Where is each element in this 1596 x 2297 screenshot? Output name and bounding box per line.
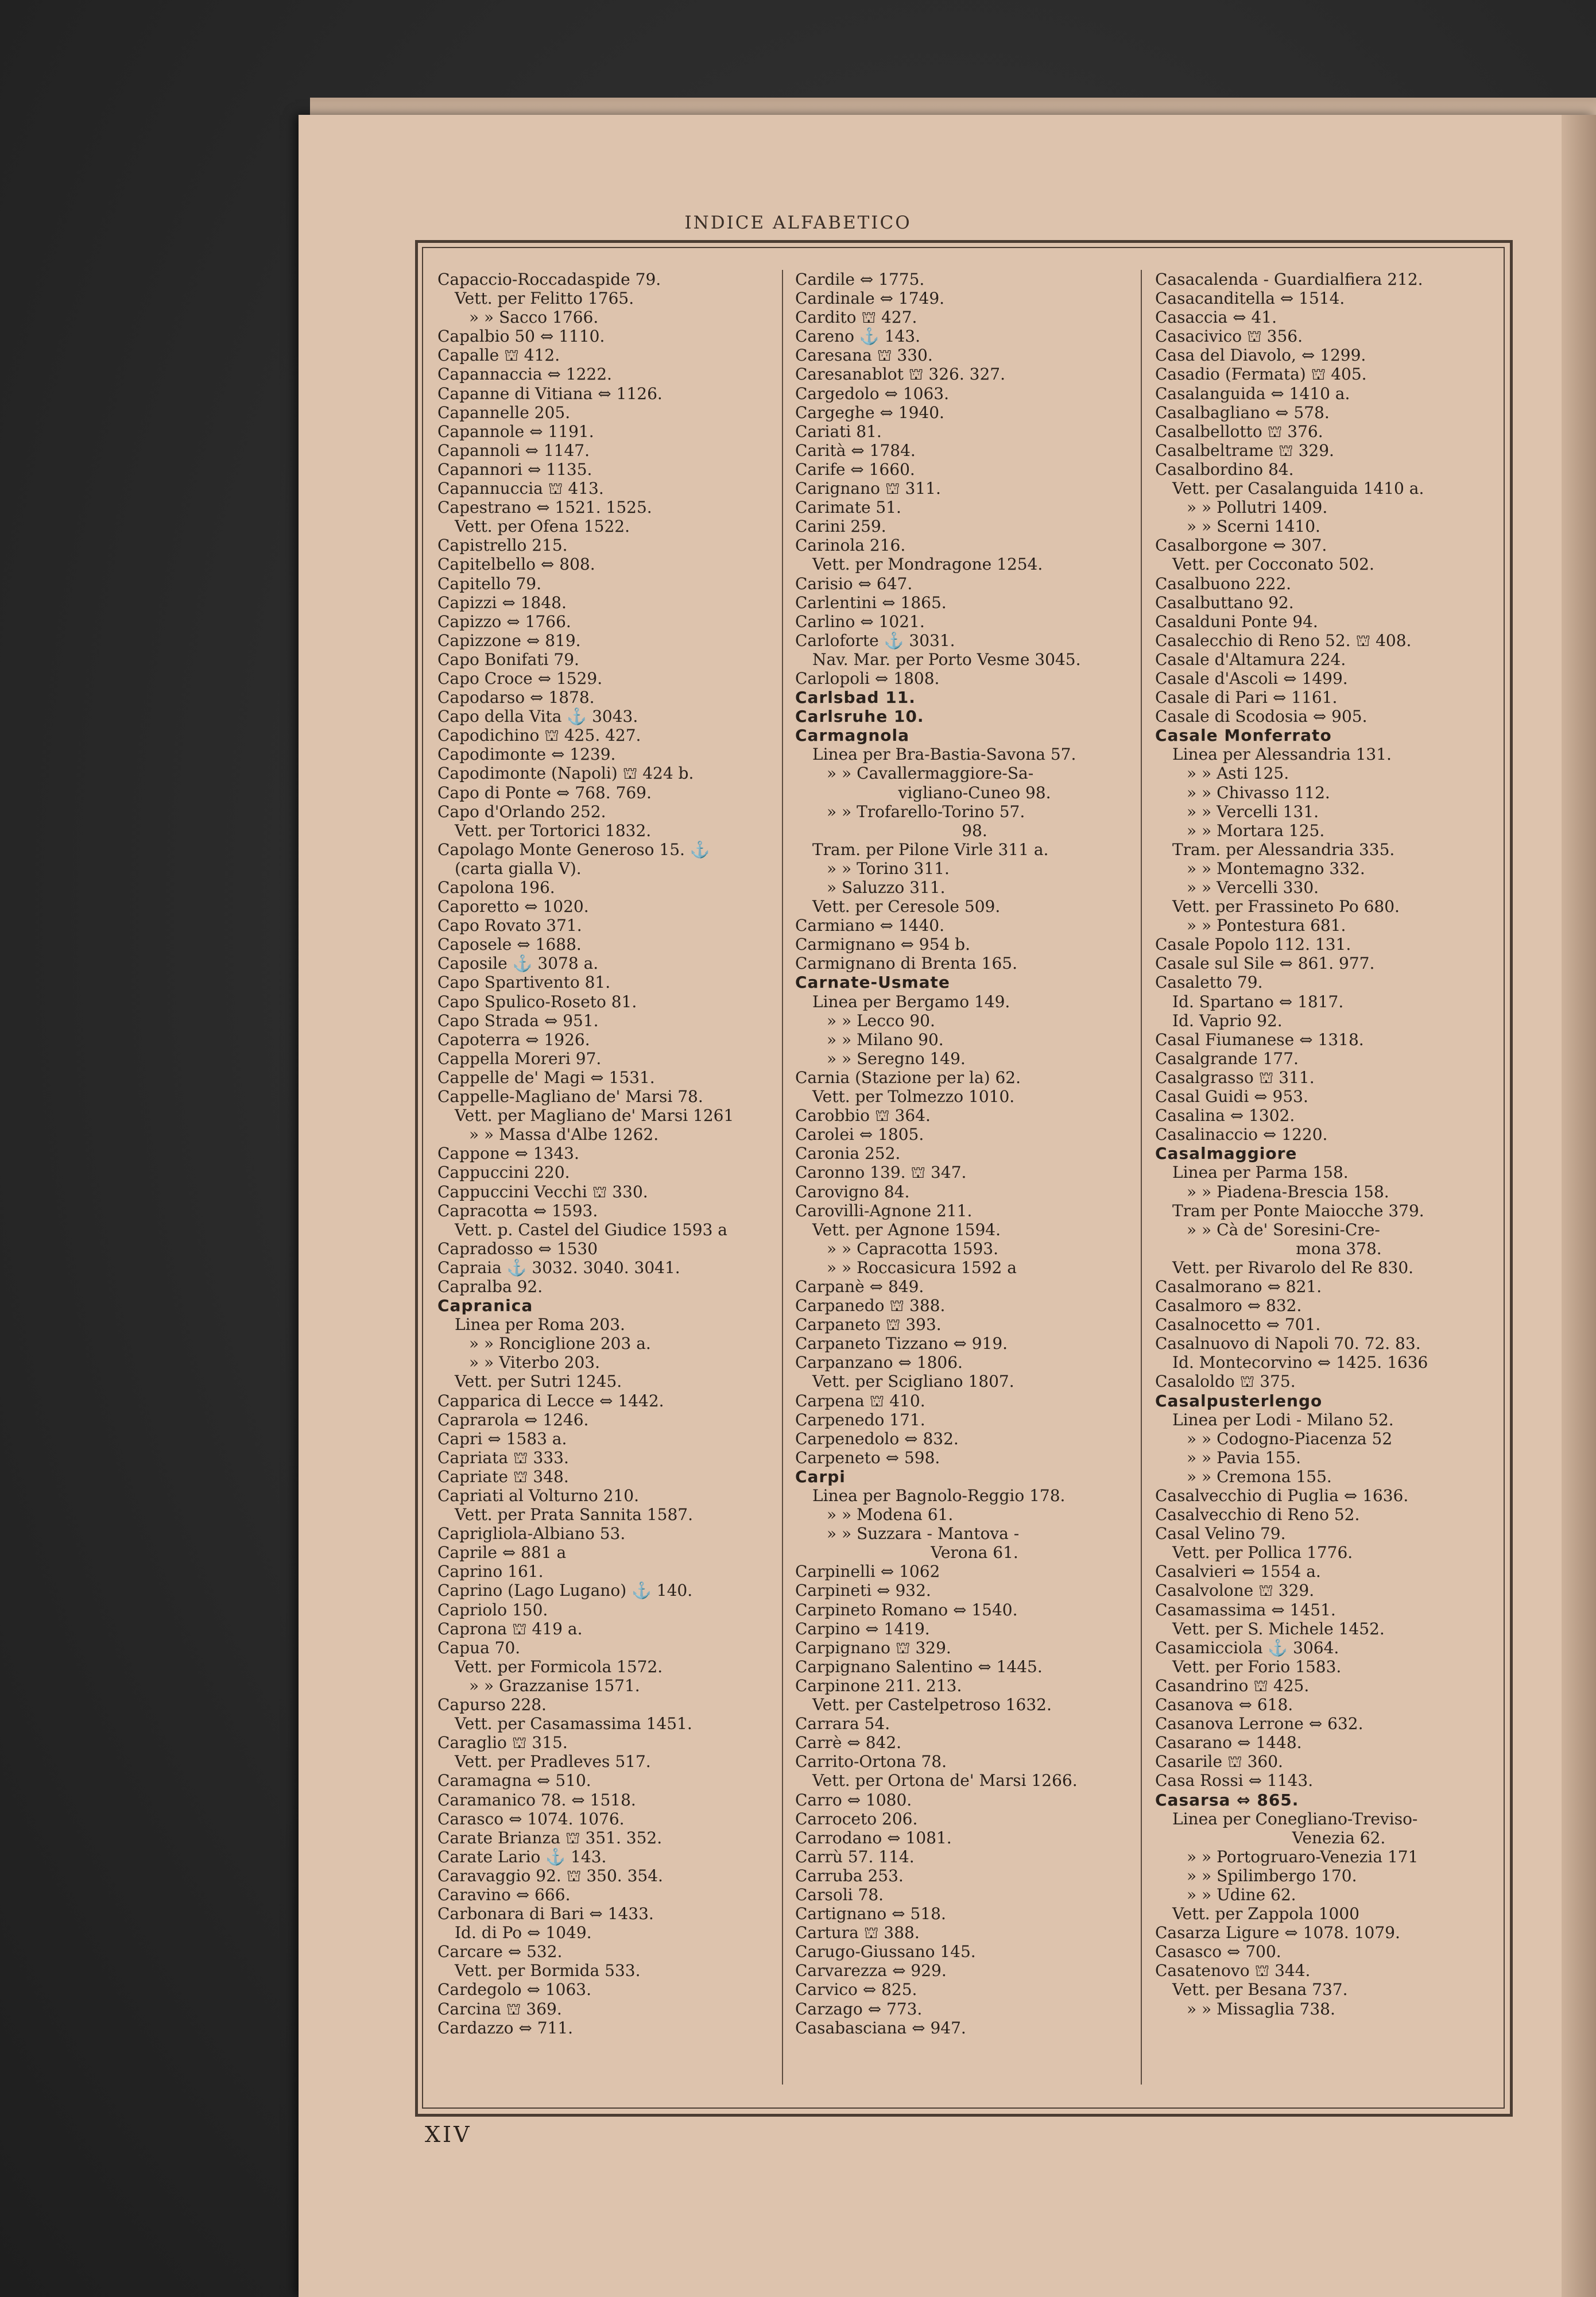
index-entry: Casanova Lerrone ⇔ 632.: [1155, 1714, 1363, 1734]
index-entry: Careno ⚓ 143.: [795, 327, 920, 346]
index-entry: Vett. per Pollica 1776.: [1172, 1543, 1353, 1563]
index-entry: Capua 70.: [437, 1638, 521, 1657]
index-entry: Capparica di Lecce ⇔ 1442.: [437, 1391, 664, 1410]
index-entry: Cardazzo ⇔ 711.: [437, 2018, 574, 2037]
index-entry: Casalvecchio di Puglia ⇔ 1636.: [1155, 1486, 1409, 1505]
index-entry: Vett. per Agnone 1594.: [812, 1220, 1001, 1239]
index-entry: Carmiano ⇔ 1440.: [795, 916, 945, 935]
index-entry: Casatenovo ⛫ 344.: [1155, 1961, 1311, 1981]
index-entry: Id. Vaprio 92.: [1172, 1011, 1283, 1030]
index-entry: Vett. per Tolmezzo 1010.: [812, 1087, 1015, 1107]
index-entry: » » Spilimbergo 170.: [1187, 1866, 1357, 1885]
index-entry: Capriati al Volturno 210.: [437, 1486, 639, 1505]
index-entry: » » Pavia 155.: [1187, 1448, 1301, 1467]
index-entry: Caramanico 78. ⇔ 1518.: [437, 1790, 636, 1809]
index-entry: Vett. per Bormida 533.: [455, 1961, 641, 1981]
index-entry: Carpinelli ⇔ 1062: [795, 1562, 940, 1581]
index-entry: Vett. per Casalanguida 1410 a.: [1172, 479, 1424, 498]
index-entry: Capoterra ⇔ 1926.: [437, 1030, 590, 1049]
index-entry: Cardito ⛫ 427.: [795, 308, 917, 327]
index-entry: Tram per Ponte Maiocche 379.: [1172, 1201, 1424, 1220]
index-entry: » » Capracotta 1593.: [827, 1239, 998, 1258]
index-entry: Cargedolo ⇔ 1063.: [795, 384, 950, 403]
index-entry: Carnate-Usmate: [795, 973, 950, 992]
index-entry: » » Pollutri 1409.: [1187, 498, 1328, 517]
index-entry: Cappuccini 220.: [437, 1163, 570, 1182]
index-entry: Carpignano ⛫ 329.: [795, 1638, 951, 1657]
index-entry: Caporetto ⇔ 1020.: [437, 897, 589, 917]
index-entry: Tram. per Pilone Virle 311 a.: [812, 840, 1049, 859]
index-entry: Carpena ⛫ 410.: [795, 1391, 925, 1410]
index-entry: Id. Spartano ⇔ 1817.: [1172, 992, 1344, 1011]
index-column-2: [795, 270, 1131, 2085]
index-entry: Casabasciana ⇔ 947.: [795, 2018, 966, 2037]
index-entry: Caresana ⛫ 330.: [795, 346, 933, 365]
index-entry: Capistrello 215.: [437, 536, 568, 555]
index-entry: Cappelle-Magliano de' Marsi 78.: [437, 1087, 703, 1107]
index-entry: Vett. per S. Michele 1452.: [1172, 1619, 1385, 1638]
index-entry: Id. Montecorvino ⇔ 1425. 1636: [1172, 1353, 1428, 1372]
index-entry: Venezia 62.: [1292, 1828, 1386, 1847]
index-entry: » » Scerni 1410.: [1187, 517, 1320, 536]
index-entry: Capannuccia ⛫ 413.: [437, 479, 604, 498]
index-entry: Casanova ⇔ 618.: [1155, 1695, 1293, 1715]
index-entry: Carruba 253.: [795, 1866, 904, 1885]
index-entry: Vett. per Besana 737.: [1172, 1980, 1348, 2000]
index-entry: Carpeneto ⇔ 598.: [795, 1448, 940, 1467]
index-entry: Capalle ⛫ 412.: [437, 346, 560, 365]
index-column-3: [1155, 270, 1500, 2085]
index-entry: Capodarso ⇔ 1878.: [437, 688, 595, 707]
page-spine: [1562, 115, 1596, 2297]
index-entry: Linea per Alessandria 131.: [1172, 745, 1392, 764]
index-entry: Vett. per Tortorici 1832.: [455, 821, 652, 840]
index-entry: Carpino ⇔ 1419.: [795, 1619, 930, 1638]
index-entry: Casalborgone ⇔ 307.: [1155, 536, 1327, 555]
index-entry: Verona 61.: [931, 1543, 1018, 1563]
index-entry: Carasco ⇔ 1074. 1076.: [437, 1809, 625, 1828]
index-entry: » » Asti 125.: [1187, 764, 1289, 783]
index-entry: Casalina ⇔ 1302.: [1155, 1106, 1295, 1126]
index-entry: Capriolo 150.: [437, 1600, 548, 1619]
index-entry: Capizzo ⇔ 1766.: [437, 612, 571, 631]
index-entry: Carpineti ⇔ 932.: [795, 1581, 931, 1600]
column-divider-1: [782, 270, 783, 2085]
index-entry: Carrù 57. 114.: [795, 1847, 915, 1866]
index-entry: Capizzi ⇔ 1848.: [437, 593, 567, 612]
index-entry: Casalvieri ⇔ 1554 a.: [1155, 1562, 1321, 1581]
index-entry: Vett. per Ofena 1522.: [455, 517, 630, 536]
index-entry: Casadio (Fermata) ⛫ 405.: [1155, 365, 1367, 384]
index-entry: » » Sacco 1766.: [469, 308, 599, 327]
index-entry: Carpenedolo ⇔ 832.: [795, 1429, 959, 1448]
index-entry: Carimate 51.: [795, 498, 901, 517]
index-entry: Carro ⇔ 1080.: [795, 1790, 912, 1809]
index-entry: Capannole ⇔ 1191.: [437, 421, 594, 441]
index-entry: Linea per Parma 158.: [1172, 1163, 1349, 1182]
index-entry: Vett. per Magliano de' Marsi 1261: [455, 1106, 734, 1126]
index-entry: Capalbio 50 ⇔ 1110.: [437, 327, 605, 346]
index-entry: Carrito-Ortona 78.: [795, 1752, 947, 1772]
index-entry: Casacalenda - Guardialfiera 212.: [1155, 270, 1423, 289]
index-entry: Linea per Roma 203.: [455, 1315, 625, 1335]
index-entry: Linea per Bagnolo-Reggio 178.: [812, 1486, 1066, 1505]
index-entry: Capralba 92.: [437, 1277, 543, 1296]
index-entry: Casalbordino 84.: [1155, 459, 1294, 479]
index-entry: Caravaggio 92. ⛫ 350. 354.: [437, 1866, 663, 1885]
index-entry: Casarza Ligure ⇔ 1078. 1079.: [1155, 1923, 1400, 1943]
index-entry: Casaletto 79.: [1155, 973, 1263, 992]
index-entry: » » Viterbo 203.: [469, 1353, 600, 1372]
index-entry: Caprona ⛫ 419 a.: [437, 1619, 583, 1638]
index-entry: Carrè ⇔ 842.: [795, 1733, 902, 1753]
index-entry: Carbonara di Bari ⇔ 1433.: [437, 1904, 654, 1924]
index-entry: Carlino ⇔ 1021.: [795, 612, 925, 631]
index-entry: » » Lecco 90.: [827, 1011, 935, 1030]
index-entry: Casale di Scodosia ⇔ 905.: [1155, 707, 1368, 726]
index-entry: Vett. per Frassineto Po 680.: [1172, 897, 1400, 917]
index-entry: Casalbeltrame ⛫ 329.: [1155, 440, 1334, 460]
index-entry: Carroceto 206.: [795, 1809, 918, 1828]
index-entry: Casalecchio di Reno 52. ⛫ 408.: [1155, 631, 1412, 650]
index-entry: Caraglio ⛫ 315.: [437, 1733, 568, 1753]
index-entry: Casalduni Ponte 94.: [1155, 612, 1318, 631]
index-entry: Capitello 79.: [437, 574, 542, 593]
index-entry: Carmagnola: [795, 726, 910, 745]
index-entry: Vett. per Cocconato 502.: [1172, 555, 1374, 574]
index-entry: Linea per Bergamo 149.: [812, 992, 1010, 1011]
index-entry: » » Torino 311.: [827, 859, 950, 878]
index-entry: Cartura ⛫ 388.: [795, 1923, 920, 1943]
index-entry: Carate Lario ⚓ 143.: [437, 1847, 607, 1866]
index-entry: Capolona 196.: [437, 878, 555, 897]
index-entry: » » Seregno 149.: [827, 1049, 966, 1068]
index-entry: Carcare ⇔ 532.: [437, 1942, 563, 1962]
index-entry: Carisio ⇔ 647.: [795, 574, 913, 593]
index-entry: Capriate ⛫ 348.: [437, 1467, 569, 1486]
index-entry: » » Udine 62.: [1187, 1885, 1296, 1904]
index-entry: » » Montemagno 332.: [1187, 859, 1365, 878]
index-entry: Capitelbello ⇔ 808.: [437, 555, 595, 574]
index-entry: Caprino (Lago Lugano) ⚓ 140.: [437, 1581, 693, 1600]
index-entry: Linea per Bra-Bastia-Savona 57.: [812, 745, 1076, 764]
index-entry: Casalinaccio ⇔ 1220.: [1155, 1125, 1328, 1144]
index-entry: » » Mortara 125.: [1187, 821, 1325, 840]
index-entry: Vett. per Zappola 1000: [1172, 1904, 1359, 1924]
index-entry: Carpanè ⇔ 849.: [795, 1277, 924, 1296]
index-entry: Vett. per Formicola 1572.: [455, 1657, 663, 1676]
index-entry: Capannoli ⇔ 1147.: [437, 440, 590, 460]
index-entry: Carinola 216.: [795, 536, 906, 555]
index-entry: Casalanguida ⇔ 1410 a.: [1155, 384, 1350, 403]
page-header: INDICE ALFABETICO: [684, 212, 912, 233]
index-entry: Casalpusterlengo: [1155, 1391, 1323, 1410]
index-entry: Casalbuttano 92.: [1155, 593, 1294, 612]
index-entry: Carpanzano ⇔ 1806.: [795, 1353, 963, 1372]
index-entry: Vett. per Casamassima 1451.: [455, 1714, 692, 1734]
index-entry: Capo Rovato 371.: [437, 916, 582, 935]
index-entry: Carignano ⛫ 311.: [795, 479, 941, 498]
index-entry: Casalgrasso ⛫ 311.: [1155, 1068, 1315, 1087]
index-entry: Capo Croce ⇔ 1529.: [437, 668, 603, 688]
index-entry: Carovilli-Agnone 211.: [795, 1201, 973, 1220]
index-entry: » » Grazzanise 1571.: [469, 1676, 640, 1695]
index-entry: Casalbuono 222.: [1155, 574, 1292, 593]
index-entry: Carpineto Romano ⇔ 1540.: [795, 1600, 1018, 1619]
index-column-1: [437, 270, 776, 2085]
index-entry: Capaccio-Roccadaspide 79.: [437, 270, 661, 289]
index-entry: Carlsbad 11.: [795, 688, 916, 707]
index-entry: Casa del Diavolo, ⇔ 1299.: [1155, 346, 1366, 365]
index-entry: Nav. Mar. per Porto Vesme 3045.: [812, 649, 1081, 669]
index-entry: Capraia ⚓ 3032. 3040. 3041.: [437, 1258, 680, 1277]
index-entry: Capriata ⛫ 333.: [437, 1448, 569, 1467]
index-entry: Cardile ⇔ 1775.: [795, 270, 925, 289]
index-entry: Linea per Lodi - Milano 52.: [1172, 1410, 1394, 1429]
index-entry: » » Cremona 155.: [1187, 1467, 1332, 1486]
index-entry: Carpaneto ⛫ 393.: [795, 1315, 942, 1335]
index-entry: » » Ronciglione 203 a.: [469, 1334, 651, 1354]
index-entry: Vett. per Prata Sannita 1587.: [455, 1505, 693, 1525]
index-entry: Casale Popolo 112. 131.: [1155, 935, 1351, 954]
index-entry: Tram. per Alessandria 335.: [1172, 840, 1395, 859]
index-entry: Casalvecchio di Reno 52.: [1155, 1505, 1360, 1525]
index-entry: Caprigliola-Albiano 53.: [437, 1524, 626, 1544]
index-entry: Cappella Moreri 97.: [437, 1049, 602, 1068]
index-entry: » » Suzzara - Mantova -: [827, 1524, 1020, 1544]
index-entry: Caposile ⚓ 3078 a.: [437, 954, 599, 973]
index-entry: Capranica: [437, 1296, 533, 1316]
index-entry: Capannori ⇔ 1135.: [437, 459, 592, 479]
index-entry: Casamicciola ⚓ 3064.: [1155, 1638, 1339, 1657]
index-entry: Casalmoro ⇔ 832.: [1155, 1296, 1302, 1316]
index-entry: Carmignano di Brenta 165.: [795, 954, 1017, 973]
index-entry: Carsoli 78.: [795, 1885, 884, 1904]
index-entry: Casalgrande 177.: [1155, 1049, 1299, 1068]
index-entry: Carovigno 84.: [795, 1182, 910, 1201]
index-entry: » » Trofarello-Torino 57.: [827, 802, 1025, 821]
index-entry: Vett. per Rivarolo del Re 830.: [1172, 1258, 1414, 1277]
index-entry: Caprile ⇔ 881 a: [437, 1543, 567, 1563]
index-entry: Carzago ⇔ 773.: [795, 1999, 923, 2018]
index-entry: vigliano-Cuneo 98.: [898, 783, 1051, 802]
index-entry: Carpinone 211. 213.: [795, 1676, 962, 1695]
index-entry: Capodimonte (Napoli) ⛫ 424 b.: [437, 764, 694, 783]
index-entry: Casaloldo ⛫ 375.: [1155, 1372, 1296, 1391]
index-entry: Vett. p. Castel del Giudice 1593 a: [455, 1220, 728, 1239]
index-entry: Casasco ⇔ 700.: [1155, 1942, 1281, 1962]
index-entry: » » Vercelli 330.: [1187, 878, 1319, 897]
index-entry: Caresanablot ⛫ 326. 327.: [795, 365, 1005, 384]
index-entry: (carta gialla V).: [455, 859, 582, 878]
index-entry: Casa Rossi ⇔ 1143.: [1155, 1771, 1314, 1791]
index-entry: » » Chivasso 112.: [1187, 783, 1330, 802]
index-entry: Carnia (Stazione per la) 62.: [795, 1068, 1021, 1087]
index-entry: Carvarezza ⇔ 929.: [795, 1961, 947, 1981]
index-entry: Capo Strada ⇔ 951.: [437, 1011, 599, 1030]
index-entry: » » Roccasicura 1592 a: [827, 1258, 1017, 1277]
index-entry: Carità ⇔ 1784.: [795, 440, 916, 460]
index-entry: Capannelle 205.: [437, 403, 571, 422]
index-entry: Capodichino ⛫ 425. 427.: [437, 726, 641, 745]
index-entry: Casalnuovo di Napoli 70. 72. 83.: [1155, 1334, 1421, 1354]
index-entry: » » Codogno-Piacenza 52: [1187, 1429, 1393, 1448]
index-entry: Casalbellotto ⛫ 376.: [1155, 421, 1323, 441]
index-entry: Casale d'Altamura 224.: [1155, 649, 1346, 669]
index-entry: Capannaccia ⇔ 1222.: [437, 365, 612, 384]
index-entry: Vett. per Sutri 1245.: [455, 1372, 622, 1391]
index-entry: Cargeghe ⇔ 1940.: [795, 403, 944, 422]
index-entry: Casal Velino 79.: [1155, 1524, 1286, 1544]
index-entry: » » Cà de' Soresini-Cre-: [1187, 1220, 1380, 1239]
index-entry: Cappelle de' Magi ⇔ 1531.: [437, 1068, 655, 1087]
index-entry: Casalmaggiore: [1155, 1144, 1297, 1163]
index-entry: mona 378.: [1296, 1239, 1382, 1258]
index-entry: Caronia 252.: [795, 1144, 901, 1163]
index-entry: Carlopoli ⇔ 1808.: [795, 668, 940, 688]
index-entry: » » Missaglia 738.: [1187, 1999, 1335, 2018]
index-entry: Casamassima ⇔ 1451.: [1155, 1600, 1336, 1619]
index-entry: Casalnocetto ⇔ 701.: [1155, 1315, 1321, 1335]
index-entry: Vett. per Castelpetroso 1632.: [812, 1695, 1052, 1715]
index-entry: Casal Guidi ⇔ 953.: [1155, 1087, 1308, 1107]
index-entry: Vett. per Ortona de' Marsi 1266.: [812, 1771, 1078, 1791]
index-entry: Casale Monferrato: [1155, 726, 1332, 745]
index-entry: Carpignano Salentino ⇔ 1445.: [795, 1657, 1043, 1676]
index-entry: Caprarola ⇔ 1246.: [437, 1410, 589, 1429]
index-entry: Capradosso ⇔ 1530: [437, 1239, 598, 1258]
page-number: XIV: [425, 2122, 472, 2147]
index-entry: Capo d'Orlando 252.: [437, 802, 606, 821]
index-entry: » » Massa d'Albe 1262.: [469, 1125, 659, 1144]
index-entry: Casarile ⛫ 360.: [1155, 1752, 1283, 1772]
index-entry: Caravino ⇔ 666.: [437, 1885, 571, 1904]
index-entry: Cappone ⇔ 1343.: [437, 1144, 579, 1163]
index-entry: Id. di Po ⇔ 1049.: [455, 1923, 592, 1943]
index-entry: Capo di Ponte ⇔ 768. 769.: [437, 783, 652, 802]
column-divider-2: [1141, 270, 1142, 2085]
index-entry: Cardegolo ⇔ 1063.: [437, 1980, 592, 2000]
index-entry: Casarano ⇔ 1448.: [1155, 1733, 1302, 1753]
index-entry: Carpanedo ⛫ 388.: [795, 1296, 946, 1316]
index-entry: Cardinale ⇔ 1749.: [795, 289, 945, 308]
index-entry: Carlentini ⇔ 1865.: [795, 593, 947, 612]
index-entry: Carlsruhe 10.: [795, 707, 924, 726]
index-entry: Vett. per Forio 1583.: [1172, 1657, 1342, 1676]
index-entry: Casarsa ⇔ 865.: [1155, 1790, 1299, 1809]
index-entry: Casale d'Ascoli ⇔ 1499.: [1155, 668, 1348, 688]
index-entry: Capolago Monte Generoso 15. ⚓: [437, 840, 710, 859]
index-entry: Capracotta ⇔ 1593.: [437, 1201, 598, 1220]
index-entry: Casal Fiumanese ⇔ 1318.: [1155, 1030, 1364, 1049]
index-entry: Casale di Pari ⇔ 1161.: [1155, 688, 1338, 707]
index-entry: Carmignano ⇔ 954 b.: [795, 935, 970, 954]
index-entry: Carobbio ⛫ 364.: [795, 1106, 931, 1126]
index-entry: Capo Spulico-Roseto 81.: [437, 992, 637, 1011]
index-entry: Caprino 161.: [437, 1562, 544, 1581]
index-entry: Vett. per Ceresole 509.: [812, 897, 1001, 917]
index-entry: » » Milano 90.: [827, 1030, 944, 1049]
index-entry: Caronno 139. ⛫ 347.: [795, 1163, 967, 1182]
index-entry: Casaccia ⇔ 41.: [1155, 308, 1277, 327]
index-entry: Carini 259.: [795, 517, 886, 536]
index-entry: Vett. per Felitto 1765.: [455, 289, 634, 308]
index-entry: Casandrino ⛫ 425.: [1155, 1676, 1310, 1695]
index-entry: » » Modena 61.: [827, 1505, 954, 1525]
index-entry: Carife ⇔ 1660.: [795, 459, 915, 479]
index-entry: Carpenedo 171.: [795, 1410, 925, 1429]
index-entry: Capodimonte ⇔ 1239.: [437, 745, 616, 764]
index-entry: Casalbagliano ⇔ 578.: [1155, 403, 1330, 422]
index-entry: Vett. per Pradleves 517.: [455, 1752, 651, 1772]
index-entry: Caposele ⇔ 1688.: [437, 935, 582, 954]
index-entry: Casalvolone ⛫ 329.: [1155, 1581, 1315, 1600]
index-entry: Carolei ⇔ 1805.: [795, 1125, 924, 1144]
index-entry: Carcina ⛫ 369.: [437, 1999, 562, 2018]
index-entry: Caramagna ⇔ 510.: [437, 1771, 591, 1791]
index-entry: » » Cavallermaggiore-Sa-: [827, 764, 1034, 783]
index-entry: Capo della Vita ⚓ 3043.: [437, 707, 638, 726]
index-entry: Vett. per Mondragone 1254.: [812, 555, 1043, 574]
index-entry: Casalmorano ⇔ 821.: [1155, 1277, 1322, 1296]
index-entry: » » Pontestura 681.: [1187, 916, 1346, 935]
index-entry: Cappuccini Vecchi ⛫ 330.: [437, 1182, 648, 1201]
index-entry: Carvico ⇔ 825.: [795, 1980, 917, 2000]
index-entry: Cariati 81.: [795, 421, 882, 441]
index-entry: Capri ⇔ 1583 a.: [437, 1429, 567, 1448]
index-entry: » Saluzzo 311.: [827, 878, 946, 897]
index-entry: Capestrano ⇔ 1521. 1525.: [437, 498, 652, 517]
index-entry: Capanne di Vitiana ⇔ 1126.: [437, 384, 663, 403]
index-entry: Carrara 54.: [795, 1714, 890, 1734]
index-entry: » » Portogruaro-Venezia 171: [1187, 1847, 1419, 1866]
index-entry: Cartignano ⇔ 518.: [795, 1904, 946, 1924]
index-entry: » » Piadena-Brescia 158.: [1187, 1182, 1389, 1201]
index-entry: Vett. per Scigliano 1807.: [812, 1372, 1014, 1391]
index-entry: Carpaneto Tizzano ⇔ 919.: [795, 1334, 1008, 1354]
index-entry: Carpi: [795, 1467, 846, 1486]
index-entry: Carugo-Giussano 145.: [795, 1942, 976, 1962]
index-entry: Capurso 228.: [437, 1695, 547, 1715]
index-entry: Carrodano ⇔ 1081.: [795, 1828, 952, 1847]
index-entry: Linea per Conegliano-Treviso-: [1172, 1809, 1418, 1828]
index-entry: Capo Bonifati 79.: [437, 649, 579, 669]
index-entry: Capo Spartivento 81.: [437, 973, 611, 992]
index-entry: 98.: [962, 821, 987, 840]
index-entry: Carate Brianza ⛫ 351. 352.: [437, 1828, 663, 1847]
index-entry: Carloforte ⚓ 3031.: [795, 631, 955, 650]
index-entry: Casale sul Sile ⇔ 861. 977.: [1155, 954, 1375, 973]
index-entry: Casacanditella ⇔ 1514.: [1155, 289, 1345, 308]
index-entry: Casacivico ⛫ 356.: [1155, 327, 1303, 346]
index-entry: Capizzone ⇔ 819.: [437, 631, 581, 650]
index-entry: » » Vercelli 131.: [1187, 802, 1319, 821]
